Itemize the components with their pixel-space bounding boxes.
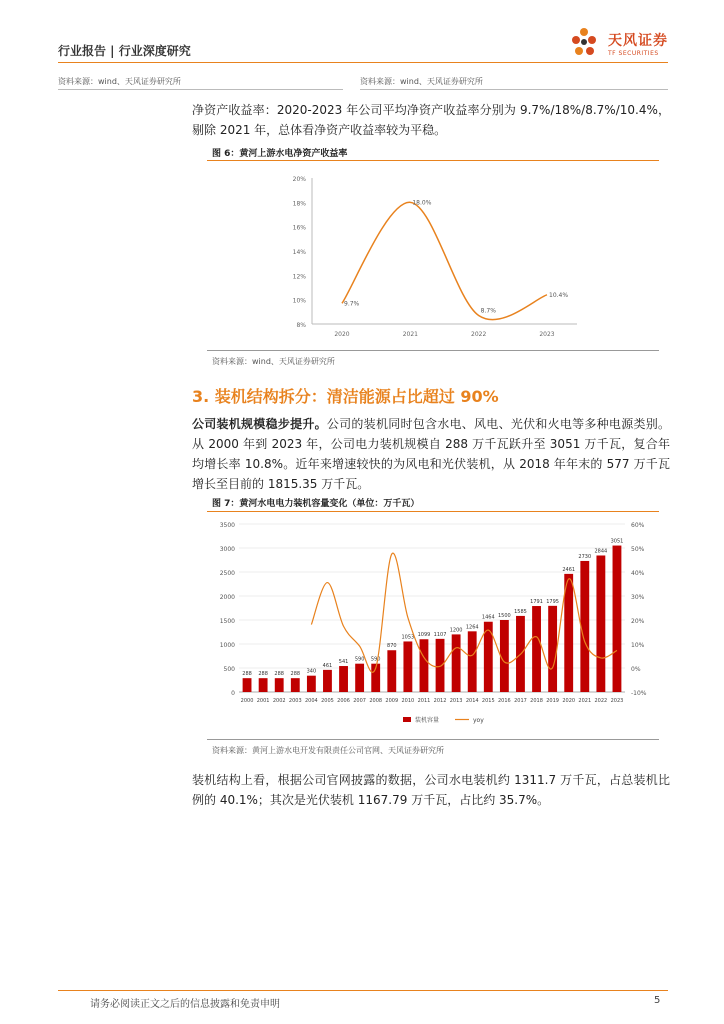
header-divider: [58, 62, 668, 63]
page-number: 5: [654, 995, 661, 1006]
y2-tick-label: 40%: [631, 570, 645, 577]
bar-value-label: 288: [290, 671, 301, 678]
y-tick-label: 10%: [292, 297, 306, 305]
source-divider-right: [360, 89, 668, 90]
bar-value-label: 1264: [465, 624, 479, 631]
x-tick-label: 2003: [288, 698, 302, 704]
bar-value-label: 461: [322, 662, 333, 669]
capacity-bar: [532, 606, 541, 692]
bar-value-label: 541: [338, 659, 349, 666]
y2-tick-label: 20%: [631, 618, 645, 625]
y2-tick-label: 0%: [631, 666, 641, 673]
capacity-paragraph-lead: 公司装机规模稳步提升。: [192, 417, 327, 431]
data-label: 9.7%: [344, 300, 360, 308]
page-header: [0, 0, 724, 64]
y2-tick-label: 30%: [631, 594, 645, 601]
x-tick-label: 2001: [256, 698, 270, 704]
x-tick-label: 2002: [272, 698, 286, 704]
figure-7-top-rule: [207, 511, 659, 512]
y2-tick-label: 60%: [631, 522, 645, 529]
bar-value-label: 288: [274, 671, 284, 678]
bar-value-label: 1107: [433, 631, 447, 638]
capacity-bar: [243, 678, 252, 692]
bar-value-label: 1464: [481, 614, 495, 621]
capacity-bar: [613, 546, 622, 692]
y-tick-label: 500: [223, 666, 235, 673]
bar-value-label: 2461: [562, 566, 576, 573]
logo-flower-icon: [572, 28, 596, 55]
x-tick-label: 2013: [449, 698, 463, 704]
source-divider-left: [58, 89, 343, 90]
x-tick-label: 2021: [402, 331, 418, 338]
y-tick-label: 20%: [292, 176, 306, 183]
legend-swatch-capacity: [403, 717, 411, 722]
bar-value-label: 1053: [401, 634, 415, 641]
x-tick-label: 2023: [610, 698, 624, 704]
bar-value-label: 288: [258, 671, 268, 678]
y2-tick-label: 10%: [631, 642, 645, 649]
bar-value-label: 590: [370, 656, 381, 663]
capacity-bar-chart: [207, 516, 659, 736]
roe-series-line: [342, 202, 547, 319]
x-tick-label: 2000: [240, 698, 254, 704]
capacity-paragraph: [192, 414, 670, 494]
capacity-bar: [452, 634, 461, 692]
legend-label-capacity: 装机容量: [415, 717, 440, 724]
y-tick-label: 2000: [219, 594, 235, 601]
roe-paragraph: 净资产收益率：2020-2023 年公司平均净资产收益率分别为 9.7%/18%/8.7%/10.4%，剔除 2021 年，总体看净资产收益率较为平稳。: [192, 103, 670, 137]
bar-value-label: 1585: [514, 608, 527, 615]
bar-value-label: 1200: [449, 627, 463, 634]
x-tick-label: 2022: [471, 331, 487, 338]
figure-7-source: 资料来源：黄河上游水电开发有限责任公司官网、天风证券研究所: [212, 746, 444, 755]
figure-6-bottom-rule: [207, 350, 659, 351]
x-tick-label: 2022: [594, 698, 608, 704]
capacity-bar: [548, 606, 557, 692]
bar-value-label: 340: [306, 668, 317, 675]
x-tick-label: 2020: [562, 698, 576, 704]
logo-subtitle: TF SECURITIES: [608, 50, 659, 57]
section-title: 3. 装机结构拆分：清洁能源占比超过 90%: [192, 387, 499, 406]
capacity-bar: [355, 664, 364, 692]
figure-6-title: 图 6：黄河上游水电净资产收益率: [212, 149, 348, 159]
x-tick-label: 2015: [481, 698, 495, 704]
data-label: 18.0%: [412, 199, 432, 207]
bar-value-label: 1795: [546, 598, 559, 605]
capacity-bar: [259, 678, 268, 692]
capacity-bar: [275, 678, 284, 692]
y-tick-label: 18%: [292, 200, 306, 208]
x-tick-label: 2020: [334, 331, 350, 338]
x-tick-label: 2007: [353, 698, 366, 704]
y2-tick-label: -10%: [631, 690, 647, 697]
x-tick-label: 2017: [514, 698, 527, 704]
capacity-bar: [580, 561, 589, 692]
figure-7-title: 图 7：黄河水电电力装机容量变化（单位：万千瓦）: [212, 499, 420, 509]
x-tick-label: 2014: [465, 698, 479, 704]
figure-6-source: 资料来源：wind、天风证券研究所: [212, 357, 335, 366]
x-tick-label: 2019: [546, 698, 559, 704]
bar-value-label: 2844: [594, 548, 608, 555]
bar-value-label: 870: [387, 643, 397, 650]
y-tick-label: 3500: [219, 522, 235, 529]
x-tick-label: 2010: [401, 698, 415, 704]
y-tick-label: 3000: [219, 546, 235, 553]
bar-value-label: 590: [354, 656, 365, 663]
footer-divider: [58, 990, 668, 991]
figure-7-bottom-rule: [207, 739, 659, 740]
x-tick-label: 2004: [305, 698, 318, 704]
logo-name: 天风证券: [608, 33, 668, 49]
capacity-bar: [436, 639, 445, 692]
capacity-paragraph-body: 公司的装机同时包含水电、风电、光伏和火电等多种电源类别。从 2000 年到 2023 年，公司电力装机规模自 288 万千瓦跃升至 3051 万千瓦，复合年均增长率 10.8%。近年来增速较快的为风电和光伏装机，从 2018 年年末的 577 万千瓦增长至目前的 1815.35 万千瓦。: [192, 417, 670, 491]
structure-paragraph: 装机结构上看，根据公司官网披露的数据，公司水电装机约 1311.7 万千瓦，占总装机比例的 40.1%；其次是光伏装机 1167.79 万千瓦，占比约 35.7%。: [192, 773, 670, 807]
y-tick-label: 1500: [219, 618, 235, 625]
y-tick-label: 16%: [292, 224, 306, 232]
data-label: 8.7%: [480, 307, 496, 315]
x-tick-label: 2021: [578, 698, 592, 704]
capacity-bar: [307, 676, 316, 692]
bar-value-label: 1791: [530, 599, 543, 606]
capacity-bar: [420, 639, 429, 692]
x-tick-label: 2016: [498, 698, 511, 704]
bar-value-label: 288: [242, 671, 252, 678]
x-tick-label: 2018: [530, 698, 543, 704]
source-note-right: 资料来源：wind、天风证券研究所: [360, 77, 483, 86]
bar-value-label: 1500: [498, 613, 511, 619]
y-tick-label: 0: [231, 690, 235, 697]
capacity-bar: [291, 678, 300, 692]
capacity-bar: [596, 555, 605, 692]
x-tick-label: 2005: [321, 698, 334, 704]
y-tick-label: 1000: [219, 642, 235, 649]
y-tick-label: 8%: [296, 322, 306, 329]
x-tick-label: 2023: [539, 331, 555, 338]
report-category: 行业报告 | 行业深度研究: [58, 44, 191, 58]
bar-value-label: 3051: [610, 538, 624, 545]
capacity-bar: [339, 666, 348, 692]
bar-value-label: 2730: [578, 553, 592, 560]
y-tick-label: 2500: [219, 570, 235, 577]
roe-line-chart: [207, 166, 659, 346]
x-tick-label: 2012: [433, 698, 447, 704]
x-tick-label: 2008: [369, 698, 383, 704]
y-tick-label: 14%: [292, 249, 306, 256]
capacity-bar: [403, 641, 412, 692]
capacity-bar: [387, 650, 396, 692]
figure-6-top-rule: [207, 160, 659, 161]
source-note-left: 资料来源：wind、天风证券研究所: [58, 77, 181, 86]
x-tick-label: 2011: [417, 698, 431, 704]
x-tick-label: 2006: [337, 698, 350, 704]
footer-disclaimer: 请务必阅读正文之后的信息披露和免责申明: [90, 999, 280, 1010]
x-tick-label: 2009: [385, 698, 399, 704]
legend-label-yoy: yoy: [473, 717, 484, 724]
capacity-bar: [468, 631, 477, 692]
y-tick-label: 12%: [292, 273, 306, 281]
data-label: 10.4%: [549, 291, 569, 299]
bar-value-label: 1099: [417, 632, 431, 639]
capacity-bar: [323, 670, 332, 692]
y2-tick-label: 50%: [631, 546, 645, 553]
